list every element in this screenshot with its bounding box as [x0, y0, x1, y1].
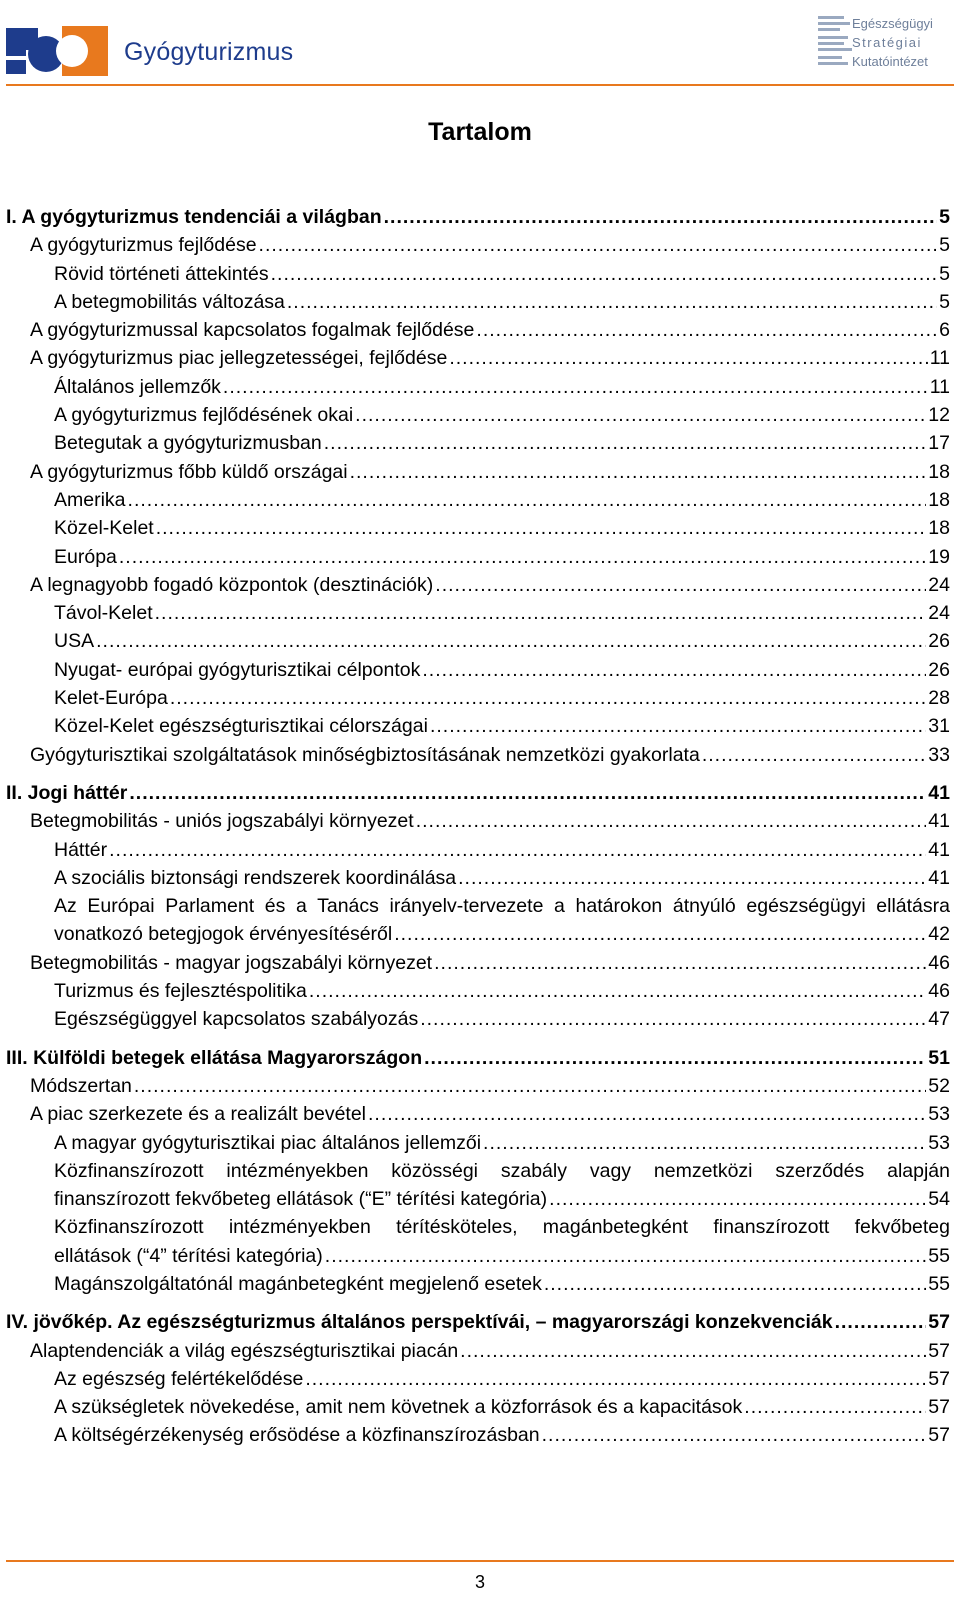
toc-entry[interactable] — [6, 344, 950, 372]
dot-leader — [368, 1100, 926, 1128]
toc-entry-page: 53 — [928, 1103, 950, 1126]
toc-entry-page: 55 — [928, 1244, 950, 1267]
toc-entry-page: 51 — [928, 1046, 950, 1069]
header-rule — [6, 84, 954, 86]
toc-entry-title: A magyar gyógyturisztikai piac általános jellemzői — [54, 1131, 482, 1154]
dot-leader — [156, 514, 927, 542]
dot-leader — [129, 779, 926, 807]
toc-entry-page: 57 — [928, 1396, 950, 1419]
page-title: Tartalom — [428, 118, 532, 146]
toc-entry-title: A betegmobilitás változása — [54, 290, 285, 313]
dot-leader — [434, 949, 926, 977]
toc-entry-title: Közel-Kelet egészségturisztikai célországai — [54, 715, 428, 738]
toc-entry-title: Általános jellemzők — [54, 375, 221, 398]
toc-entry[interactable] — [6, 1044, 950, 1072]
toc-entry-page: 5 — [939, 262, 950, 285]
dot-leader — [458, 864, 926, 892]
toc-entry-title: A gyógyturizmus piac jellegzetességei, fejlődése — [30, 347, 448, 370]
dot-leader — [223, 373, 928, 401]
toc-entry-page: 19 — [928, 545, 950, 568]
toc-entry-page: 31 — [928, 715, 950, 738]
toc-entry-page: 42 — [928, 923, 950, 946]
toc-entry-page: 57 — [928, 1424, 950, 1447]
dot-leader — [449, 344, 927, 372]
toc-entry-page: 24 — [928, 602, 950, 625]
toc-entry[interactable] — [6, 949, 950, 977]
toc-entry-page: 41 — [928, 810, 950, 833]
toc-entry[interactable] — [6, 1270, 950, 1298]
toc-entry-page: 5 — [939, 290, 950, 313]
toc-entry[interactable] — [6, 807, 950, 835]
dot-leader — [394, 920, 926, 948]
toc-entry-page: 41 — [928, 866, 950, 889]
toc-entry-title: ellátások (“4” térítési kategória) — [54, 1244, 323, 1267]
toc-entry-page: 18 — [928, 488, 950, 511]
toc-entry[interactable] — [6, 1242, 950, 1270]
dot-leader — [305, 1365, 926, 1393]
toc-entry-page: 53 — [928, 1131, 950, 1154]
toc-entry-title: USA — [54, 630, 95, 653]
dot-leader — [416, 807, 927, 835]
toc-entry[interactable] — [6, 1185, 950, 1213]
toc-entry-page: 55 — [928, 1272, 950, 1295]
toc-entry-line[interactable]: Közfinanszírozott intézményekben közösségi szabály vagy nemzetközi szerződés alapján — [54, 1159, 950, 1182]
toc-entry[interactable] — [6, 401, 950, 429]
toc-entry-page: 11 — [929, 375, 950, 398]
toc-entry-title: Turizmus és fejlesztéspolitika — [54, 980, 307, 1003]
toc-entry-title: Egészségüggyel kapcsolatos szabályozás — [54, 1008, 419, 1031]
dot-leader — [309, 977, 926, 1005]
institute-line-3: Kutatóintézet — [852, 54, 928, 69]
toc-entry[interactable] — [6, 571, 950, 599]
toc-entry-title: Betegmobilitás - magyar jogszabályi környezet — [30, 951, 433, 974]
dot-leader — [422, 656, 926, 684]
toc-entry-title: Kelet-Európa — [54, 687, 168, 710]
toc-entry[interactable] — [6, 373, 950, 401]
toc-entry-title: Módszertan — [30, 1074, 132, 1097]
dot-leader — [324, 429, 927, 457]
toc-entry-title: A gyógyturizmus fejlődése — [30, 234, 257, 257]
toc-entry-page: 11 — [929, 347, 950, 370]
toc-entry[interactable] — [6, 203, 950, 231]
toc-entry-page: 46 — [928, 980, 950, 1003]
toc-entry[interactable] — [6, 1365, 950, 1393]
table-of-contents — [6, 203, 950, 1450]
toc-entry-title: Közel-Kelet — [54, 517, 154, 540]
toc-entry-title: Magánszolgáltatónál magánbetegként megjelenő esetek — [54, 1272, 542, 1295]
toc-entry-title: A gyógyturizmus fejlődésének okai — [54, 404, 354, 427]
toc-entry-page: 54 — [928, 1188, 950, 1211]
dot-leader — [542, 1421, 927, 1449]
toc-entry-page: 57 — [928, 1339, 950, 1362]
dot-leader — [483, 1129, 926, 1157]
toc-entry-page: 24 — [928, 573, 950, 596]
toc-entry[interactable] — [6, 627, 950, 655]
toc-entry-title: III. Külföldi betegek ellátása Magyarországon — [6, 1046, 423, 1069]
dot-leader — [155, 599, 927, 627]
toc-entry[interactable] — [6, 1129, 950, 1157]
toc-entry-page: 57 — [928, 1311, 950, 1334]
toc-entry-line[interactable]: Az Európai Parlament és a Tanács irányelv-tervezete a határokon átnyúló egészségügyi ellátásra — [54, 895, 950, 918]
dot-leader — [109, 836, 926, 864]
toc-entry[interactable] — [6, 260, 950, 288]
dot-leader — [544, 1270, 926, 1298]
dot-leader — [835, 1308, 927, 1336]
toc-entry[interactable] — [6, 429, 950, 457]
dot-leader — [96, 627, 926, 655]
institute-logo — [818, 12, 958, 74]
dot-leader — [430, 712, 926, 740]
dot-leader — [424, 1044, 926, 1072]
dot-leader — [271, 260, 938, 288]
dot-leader — [435, 571, 926, 599]
toc-entry[interactable] — [6, 1072, 950, 1100]
toc-entry[interactable] — [6, 486, 950, 514]
toc-entry-title: Betegmobilitás - uniós jogszabályi környezet — [30, 810, 414, 833]
toc-entry-title: Távol-Kelet — [54, 602, 153, 625]
toc-entry-page: 5 — [939, 234, 950, 257]
dot-leader — [134, 1072, 926, 1100]
toc-entry[interactable] — [6, 1421, 950, 1449]
toc-entry[interactable] — [6, 231, 950, 259]
toc-entry-line[interactable]: Közfinanszírozott intézményekben térítésköteles, magánbetegként finanszírozott fekvőbeteg — [54, 1216, 950, 1239]
dot-leader — [384, 203, 938, 231]
institute-line-2: Stratégiai — [852, 35, 922, 50]
footer-rule — [6, 1560, 954, 1562]
dot-leader — [119, 543, 926, 571]
toc-entry-title: A piac szerkezete és a realizált bevétel — [30, 1103, 367, 1126]
toc-entry[interactable] — [6, 1308, 950, 1336]
dot-leader — [325, 1242, 927, 1270]
toc-entry-title: Gyógyturisztikai szolgáltatások minőségbiztosításának nemzetközi gyakorlata — [30, 743, 700, 766]
dot-leader — [476, 316, 937, 344]
toc-entry[interactable] — [6, 684, 950, 712]
toc-entry[interactable] — [6, 977, 950, 1005]
toc-entry-page: 57 — [928, 1367, 950, 1390]
page-header — [0, 0, 960, 88]
toc-entry-page: 18 — [928, 517, 950, 540]
toc-entry[interactable] — [6, 288, 950, 316]
toc-entry[interactable] — [6, 1393, 950, 1421]
toc-entry-title: Betegutak a gyógyturizmusban — [54, 432, 322, 455]
toc-entry-page: 18 — [928, 460, 950, 483]
toc-entry-title: II. Jogi háttér — [6, 781, 128, 804]
toc-entry-page: 12 — [928, 404, 950, 427]
toc-entry-page: 26 — [928, 658, 950, 681]
toc-entry-page: 47 — [928, 1008, 950, 1031]
toc-entry-page: 33 — [928, 743, 950, 766]
dot-leader — [420, 1005, 926, 1033]
gyogyturizmus-logo-icon — [6, 26, 108, 76]
toc-entry-page: 41 — [928, 781, 950, 804]
toc-entry[interactable] — [6, 599, 950, 627]
dot-leader — [170, 684, 926, 712]
dot-leader — [287, 288, 937, 316]
page-number: 3 — [474, 1572, 485, 1592]
toc-entry[interactable] — [6, 1337, 950, 1365]
toc-entry-page: 46 — [928, 951, 950, 974]
toc-entry-page: 28 — [928, 687, 950, 710]
toc-entry-title: IV. jövőkép. Az egészségturizmus általános perspektívái, – magyarországi konzekvenciák — [6, 1311, 833, 1334]
toc-entry-page: 26 — [928, 630, 950, 653]
toc-entry[interactable] — [6, 779, 950, 807]
dot-leader — [744, 1393, 926, 1421]
toc-entry[interactable] — [6, 543, 950, 571]
toc-entry-title: A gyógyturizmus főbb küldő országai — [30, 460, 348, 483]
toc-entry[interactable] — [6, 741, 950, 769]
toc-entry-page: 17 — [928, 432, 950, 455]
toc-entry[interactable] — [6, 316, 950, 344]
toc-entry-title: I. A gyógyturizmus tendenciái a világban — [6, 206, 382, 228]
toc-entry-title: finanszírozott fekvőbeteg ellátások (“E” térítési kategória) — [54, 1188, 548, 1211]
toc-entry-title: A költségérzékenység erősödése a közfinanszírozásban — [54, 1424, 540, 1447]
toc-entry[interactable] — [6, 920, 950, 948]
dot-leader — [355, 401, 926, 429]
toc-entry-title: Európa — [54, 545, 117, 568]
toc-entry-page: 41 — [928, 838, 950, 861]
toc-entry[interactable] — [6, 458, 950, 486]
brand-name: Gyógyturizmus — [124, 38, 294, 66]
dot-leader — [460, 1337, 926, 1365]
dot-leader — [350, 458, 927, 486]
dot-leader — [702, 741, 926, 769]
toc-entry-page: 6 — [939, 319, 950, 342]
toc-entry-title: A szükségletek növekedése, amit nem követnek a közforrások és a kapacitások — [54, 1396, 743, 1419]
toc-entry-page: 5 — [939, 206, 950, 228]
dot-leader — [259, 231, 938, 259]
toc-entry[interactable] — [6, 656, 950, 684]
toc-entry[interactable] — [6, 712, 950, 740]
toc-entry-title: A szociális biztonsági rendszerek koordinálása — [54, 866, 457, 889]
toc-entry-title: Nyugat- európai gyógyturisztikai célpontok — [54, 658, 421, 681]
toc-entry-title: A legnagyobb fogadó központok (desztinációk) — [30, 573, 434, 596]
toc-entry[interactable] — [6, 514, 950, 542]
institute-line-1: Egészségügyi — [852, 16, 933, 31]
toc-entry-title: Amerika — [54, 488, 126, 511]
toc-entry-page: 52 — [928, 1074, 950, 1097]
toc-entry[interactable] — [6, 1005, 950, 1033]
toc-entry-title: vonatkozó betegjogok érvényesítéséről — [54, 923, 393, 946]
dot-leader — [128, 486, 927, 514]
toc-entry[interactable] — [6, 864, 950, 892]
toc-entry-title: Alaptendenciák a világ egészségturisztikai piacán — [30, 1339, 459, 1362]
dot-leader — [549, 1185, 926, 1213]
toc-entry-title: Az egészség felértékelődése — [54, 1367, 304, 1390]
toc-entry[interactable] — [6, 836, 950, 864]
toc-entry-title: Háttér — [54, 838, 108, 861]
toc-entry-title: A gyógyturizmussal kapcsolatos fogalmak fejlődése — [30, 319, 475, 342]
toc-entry[interactable] — [6, 1100, 950, 1128]
toc-entry-title: Rövid történeti áttekintés — [54, 262, 269, 285]
